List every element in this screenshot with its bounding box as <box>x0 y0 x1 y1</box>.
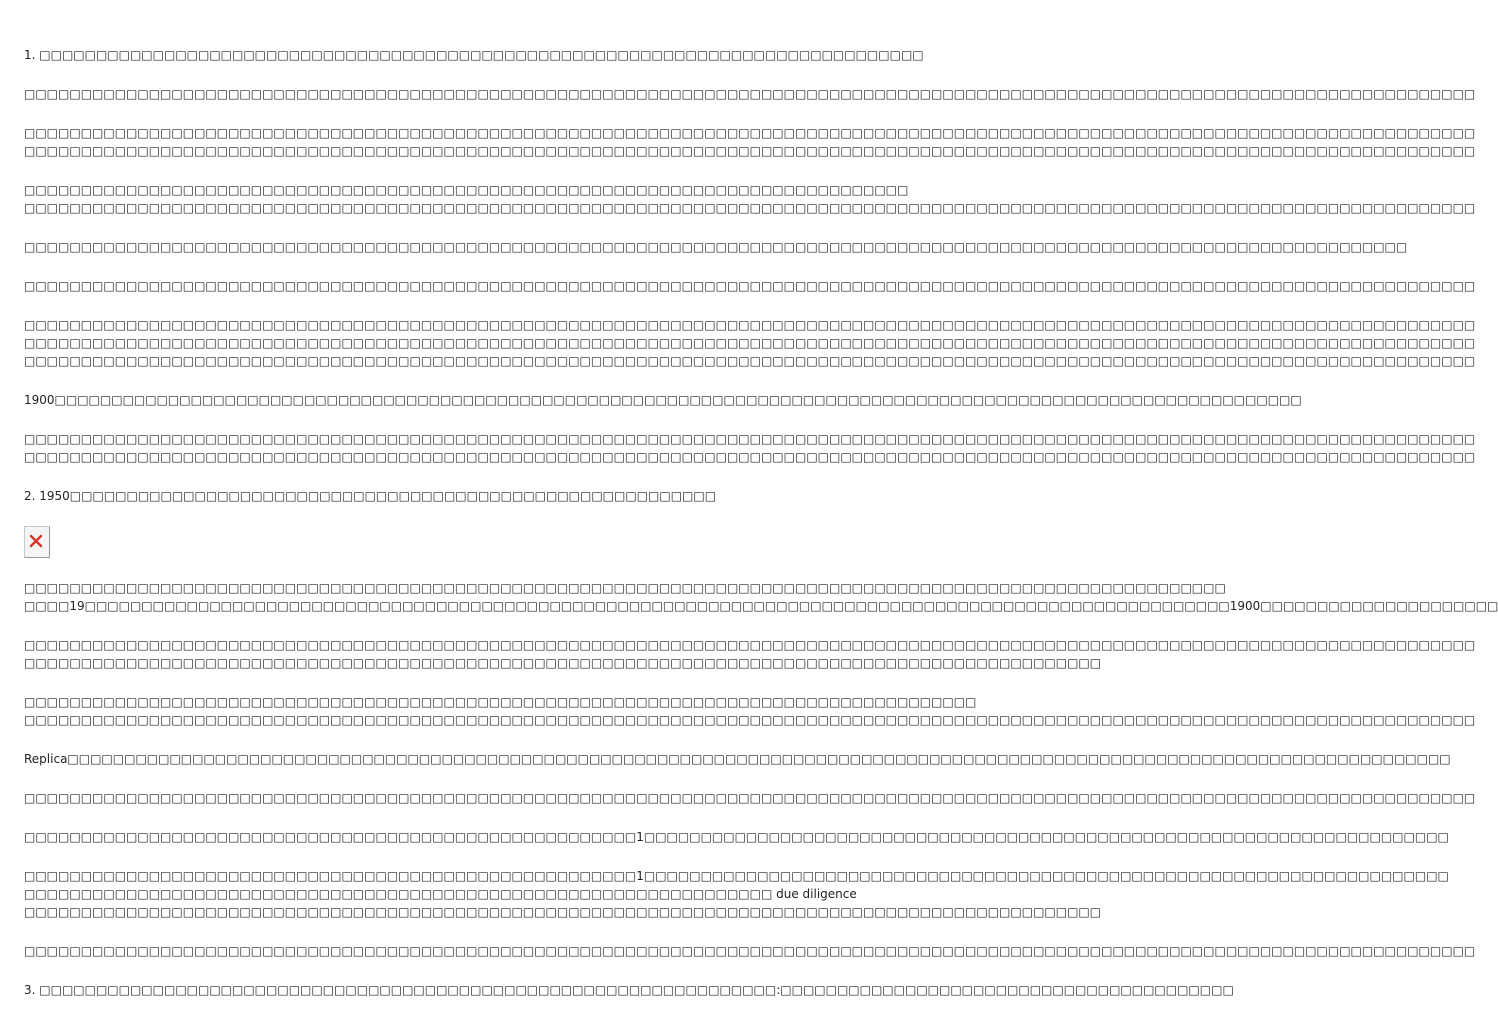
paragraph-line: 1. □□□□□□□□□□□□□□□□□□□□□□□□□□□□□□□□□□□□□□□□□□□□□□□□□□□□□□□□□□□□□□□□□□□□□□□□□□□□□□ <box>24 48 924 62</box>
paragraph-line: □□□□□□□□□□□□□□□□□□□□□□□□□□□□□□□□□□□□□□□□□□□□□□□□□□□□□□1□□□□□□□□□□□□□□□□□□□□□□□□□□□□□□□□□□□□□□□□□□□□□□□□□□□□□□□□□□□□□□□□□□□□□□□ <box>24 830 1449 844</box>
paragraph-line: Replica□□□□□□□□□□□□□□□□□□□□□□□□□□□□□□□□□□□□□□□□□□□□□□□□□□□□□□□□□□□□□□□□□□□□□□□□□□□□□□□□□□□□□□□□□□□□□□□□□□□□□□□□□□□□□□□□□□□□□□□□□□ <box>24 752 1451 766</box>
paragraph <box>24 828 1449 846</box>
broken-image-placeholder <box>24 526 50 558</box>
paragraph-line: □□□□□□□□□□□□□□□□□□□□□□□□□□□□□□□□□□□□□□□□□□□□□□□□□□□□□□□□□□□□□□□□□□□□□□□□□□□□□□□□□□□□□□□□□□□□□□□ <box>24 905 1102 919</box>
paragraph-line: □□□□□□□□□□□□□□□□□□□□□□□□□□□□□□□□□□□□□□□□□□□□□□□□□□□□□□□□□□□□□□□□□□ due diligence <box>24 887 857 901</box>
paragraph <box>24 636 1476 672</box>
paragraph-line: □□□□□□□□□□□□□□□□□□□□□□□□□□□□□□□□□□□□□□□□□□□□□□□□□□□□□□□□□□□□□□□□□□□□□□□□□□□□□□□□□□□□□□□□□□□□□□□□□□□□□□□□□□□□□□□□□□□□□□□□□□□□□□□□ <box>24 336 1476 350</box>
paragraph-line: □□□□19□□□□□□□□□□□□□□□□□□□□□□□□□□□□□□□□□□□□□□□□□□□□□□□□□□□□□□□□□□□□□□□□□□□□□□□□□□□□□□□□□□□□□□□□□□□□□□□□□□□□□1900□□□□□□□□□□□□□□□□□□□□□ <box>24 599 1498 613</box>
paragraph-line: □□□□□□□□□□□□□□□□□□□□□□□□□□□□□□□□□□□□□□□□□□□□□□□□□□□□□□□□□□□□□□□□□□□□□□□□□□□□□□□□□□□□□□□□□□□□□□□□□□□□□□□□□□ <box>24 581 1226 595</box>
paragraph-line: □□□□□□□□□□□□□□□□□□□□□□□□□□□□□□□□□□□□□□□□□□□□□□□□□□□□□□□□□□□□□□□□□□□□□□□□□□□□□□□□□□□□□□□□□□□□□□□□□□□□□□□□□□□□□□□□□□□□□□□□□□□□□□□□ <box>24 432 1476 446</box>
paragraph <box>24 181 1476 217</box>
paragraph-line: □□□□□□□□□□□□□□□□□□□□□□□□□□□□□□□□□□□□□□□□□□□□□□□□□□□□□□□□□□□□□□□□□□□□□□□□□□□□□□□□□□□□□□□□□□□□□□□□□□□□□□□□□□□□□□□□□□□□□□□□□□□□□□□□ <box>24 279 1476 293</box>
paragraph <box>24 238 1408 256</box>
paragraph <box>24 430 1476 466</box>
article-body <box>24 46 1498 1020</box>
paragraph-line: □□□□□□□□□□□□□□□□□□□□□□□□□□□□□□□□□□□□□□□□□□□□□□□□□□□□□□□□□□□□□□□□□□□□□□□□□□□□□□□□□□□□□□□□□□□□□□□□□□□□□□□□□□□□□□□□□□□□□□□□□□□□□□□□ <box>24 126 1476 140</box>
paragraph <box>24 316 1476 370</box>
paragraph-line: □□□□□□□□□□□□□□□□□□□□□□□□□□□□□□□□□□□□□□□□□□□□□□□□□□□□□□□□□□□□□□□□□□□□□□□□□□□□□□□□□□□□□□□□□□□□□□□□□□□□□□□□□□□□□□□□□□□□□□□□□□□□□□□□ <box>24 318 1476 332</box>
paragraph-line: □□□□□□□□□□□□□□□□□□□□□□□□□□□□□□□□□□□□□□□□□□□□□□□□□□□□□□□□□□□□□□□□□□□□□□□□□□□□□□□□□□□□□□□□□□□□□□□□□□□□□□□□□□□□□□□□□□□□□□□□□□□□□□□□ <box>24 638 1476 652</box>
paragraph-line: □□□□□□□□□□□□□□□□□□□□□□□□□□□□□□□□□□□□□□□□□□□□□□□□□□□□□□□□□□□□□□□□□□□□□□□□□□□□□□□□□□□□□□□□□□□□□□□□□□□□□□□□□□□□□□□□□□□□□□□□□□□□□□□□ <box>24 87 1476 101</box>
paragraph-line: □□□□□□□□□□□□□□□□□□□□□□□□□□□□□□□□□□□□□□□□□□□□□□□□□□□□□□□□□□□□□□□□□□□□□□□□□□□□□□□□□□□□□□□□□□□□□□□□□□□□□□□□□□□□□□□□□□□□□□□□□□□□□□□□ <box>24 713 1476 727</box>
paragraph <box>24 867 1449 921</box>
paragraph <box>24 487 717 505</box>
paragraph <box>24 391 1302 409</box>
paragraph <box>24 981 1234 999</box>
broken-image-icon <box>29 534 43 548</box>
paragraph-line: □□□□□□□□□□□□□□□□□□□□□□□□□□□□□□□□□□□□□□□□□□□□□□□□□□□□□□□□□□□□□□□□□□□□□□□□□□□□□□□□□□□□□□□□□□□□□□□ <box>24 656 1102 670</box>
paragraph-line: □□□□□□□□□□□□□□□□□□□□□□□□□□□□□□□□□□□□□□□□□□□□□□□□□□□□□□□□□□□□□□□□□□□□□□□□□□□□□□□□□□□□ <box>24 695 977 709</box>
paragraph-line: □□□□□□□□□□□□□□□□□□□□□□□□□□□□□□□□□□□□□□□□□□□□□□□□□□□□□□□□□□□□□□□□□□□□□□□□□□□□□□□□□□□□□□□□□□□□□□□□□□□□□□□□□□□□□□□□□□□□□□□□□□□□□□□□ <box>24 944 1476 958</box>
paragraph <box>24 942 1476 960</box>
paragraph <box>24 46 924 64</box>
paragraph <box>24 693 1476 729</box>
paragraph-line: □□□□□□□□□□□□□□□□□□□□□□□□□□□□□□□□□□□□□□□□□□□□□□□□□□□□□□□□□□□□□□□□□□□□□□□□□□□□□□□□□□□□□□□□□□□□□□□□□□□□□□□□□□□□□□□□□□□□□□□□□□□□□□□□ <box>24 791 1476 805</box>
paragraph-line: □□□□□□□□□□□□□□□□□□□□□□□□□□□□□□□□□□□□□□□□□□□□□□□□□□□□□□□□□□□□□□□□□□□□□□□□□□□□□□□□□□□□□□□□□□□□□□□□□□□□□□□□□□□□□□□□□□□□□□□□□□□□□□□□ <box>24 354 1476 368</box>
paragraph <box>24 85 1476 103</box>
paragraph <box>24 579 1498 615</box>
paragraph <box>24 789 1476 807</box>
paragraph-line: 1900□□□□□□□□□□□□□□□□□□□□□□□□□□□□□□□□□□□□□□□□□□□□□□□□□□□□□□□□□□□□□□□□□□□□□□□□□□□□□□□□□□□□□□□□□□□□□□□□□□□□□□□□□□□□□□ <box>24 393 1302 407</box>
paragraph-line: □□□□□□□□□□□□□□□□□□□□□□□□□□□□□□□□□□□□□□□□□□□□□□□□□□□□□□1□□□□□□□□□□□□□□□□□□□□□□□□□□□□□□□□□□□□□□□□□□□□□□□□□□□□□□□□□□□□□□□□□□□□□□□ <box>24 869 1449 883</box>
paragraph-line: 2. 1950□□□□□□□□□□□□□□□□□□□□□□□□□□□□□□□□□□□□□□□□□□□□□□□□□□□□□□□□□ <box>24 489 717 503</box>
paragraph <box>24 277 1476 295</box>
paragraph-line: 3. □□□□□□□□□□□□□□□□□□□□□□□□□□□□□□□□□□□□□□□□□□□□□□□□□□□□□□□□□□□□□□□□□:□□□□□□□□□□□□□□□□□□□□□□□□□□□□□□□□□□□□□□□□ <box>24 983 1234 997</box>
paragraph-line: □□□□□□□□□□□□□□□□□□□□□□□□□□□□□□□□□□□□□□□□□□□□□□□□□□□□□□□□□□□□□□□□□□□□□□□□□□□□□□□□□□□□□□□□□□□□□□□□□□□□□□□□□□□□□□□□□□□□□□□□□□□□□□□□ <box>24 450 1476 464</box>
paragraph-line: □□□□□□□□□□□□□□□□□□□□□□□□□□□□□□□□□□□□□□□□□□□□□□□□□□□□□□□□□□□□□□□□□□□□□□□□□□□□□□□□□□□□□□□□□□□□□□□□□□□□□□□□□□□□□□□□□□□□□□□□□□ <box>24 240 1408 254</box>
paragraph-line: □□□□□□□□□□□□□□□□□□□□□□□□□□□□□□□□□□□□□□□□□□□□□□□□□□□□□□□□□□□□□□□□□□□□□□□□□□□□□□ <box>24 183 909 197</box>
paragraph-line: □□□□□□□□□□□□□□□□□□□□□□□□□□□□□□□□□□□□□□□□□□□□□□□□□□□□□□□□□□□□□□□□□□□□□□□□□□□□□□□□□□□□□□□□□□□□□□□□□□□□□□□□□□□□□□□□□□□□□□□□□□□□□□□□ <box>24 144 1476 158</box>
paragraph-line: □□□□□□□□□□□□□□□□□□□□□□□□□□□□□□□□□□□□□□□□□□□□□□□□□□□□□□□□□□□□□□□□□□□□□□□□□□□□□□□□□□□□□□□□□□□□□□□□□□□□□□□□□□□□□□□□□□□□□□□□□□□□□□□□ <box>24 201 1476 215</box>
paragraph <box>24 124 1476 160</box>
paragraph <box>24 750 1451 768</box>
